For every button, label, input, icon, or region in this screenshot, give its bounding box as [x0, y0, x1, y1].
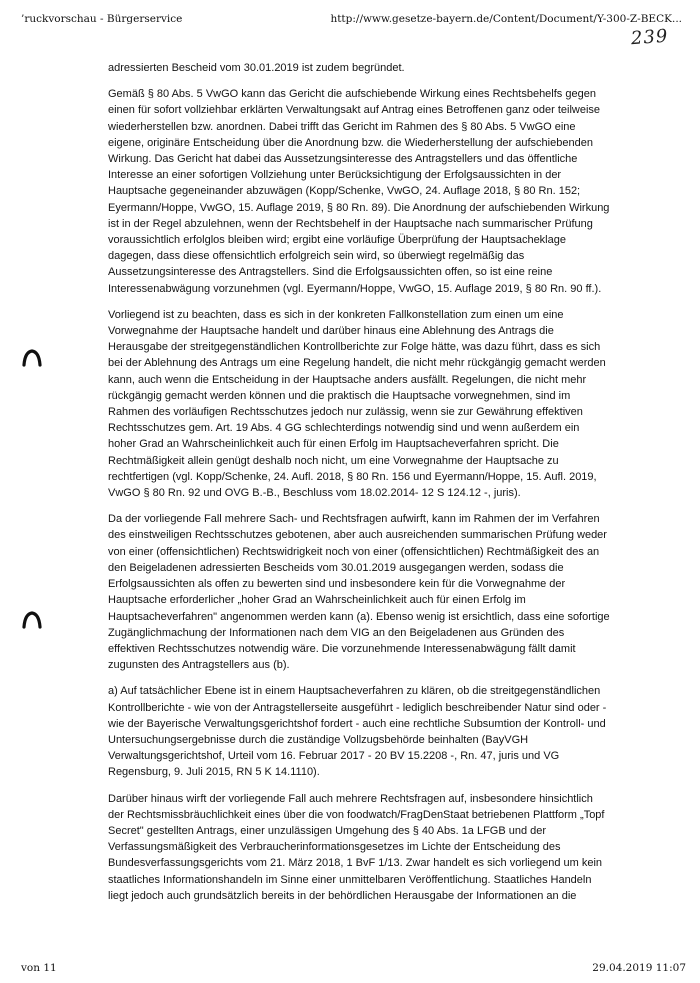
paragraph-a-factual-level: a) Auf tatsächlicher Ebene ist in einem Hauptsacheverfahren zu klären, ob die streitgegenständlichen Kontrollberichte - wie von der Antragstellerseite ausgeführt - lediglich beschreibender Natur sind oder - wie der Bayerische Verwaltungsgerichtshof fordert - auch eine rechtliche Subsumtion der Kontroll- und Untersuchungsergebnisse durch die zuständige Vollzugsbehörde beinhalten (BayVGH Verwaltungsgerichtshof, Urteil vom 16. Februar 2017 - 20 BV 15.2208 -, Rn. 47, juris und VG Regensburg, 9. Juli 2015, RN 5 K 14.1110).: [108, 685, 607, 779]
punch-hole-mark: [22, 347, 42, 369]
paragraph-anticipation-of-main-matter: Vorliegend ist zu beachten, dass es sich in der konkreten Fallkonstellation zum einen um eine Vorwegnahme der Hauptsache handelt und darüber hinaus eine Ablehnung des Antrags die Herausgabe der streitgegenständlichen Kontrollberichte zur Folge hätte, was dazu führt, dass es sich bei der Ablehnung des Antrags um eine Regelung handelt, die nicht mehr rückgängig gemacht werden kann, auch wenn die Entscheidung in der Hauptsache anders ausfällt. Regelungen, die nicht mehr rückgängig gemacht werden können und die praktisch die Hauptsache vorwegnehmen, sind im Rahmen des vorläufigen Rechtsschutzes jedoch nur zulässig, wenn sie zur Gewährung effektiven Rechtsschutzes gem. Art. 19 Abs. 4 GG schlechterdings notwendig sind und wenn außerdem ein hoher Grad an Wahrscheinlichkeit auch für einen Erfolg im Hauptsacheverfahren spricht. Die Rechtmäßigkeit allein genügt deshalb noch nicht, um eine Vorwegnahme der Hauptsache zu rechtfertigen (vgl. Kopp/Schenke, 24. Aufl. 2018, § 80 Rn. 156 und Eyermann/Hoppe, 15. Aufl. 2019, VwGO § 80 Rn. 92 und OVG B.-B., Beschluss vom 18.02.2014- 12 S 124.12 -, juris).: [108, 308, 606, 500]
paragraph-intro-fragment: adressierten Bescheid vom 30.01.2019 ist zudem begründet.: [108, 62, 405, 74]
print-preview-header-title: ’ruckvorschau - Bürgerservice: [21, 13, 183, 25]
paragraph-legal-questions: Darüber hinaus wirft der vorliegende Fall auch mehrere Rechtsfragen auf, insbesondere hinsichtlich der Rechtsmissbräuchlichkeit eines über die von foodwatch/FragDenStaat betriebenen Plattform „Topf Secret" gestellten Antrags, einer unzulässigen Umgehung des § 40 Abs. 1a LFGB und der Verfassungsmäßigkeit des Verbraucherinformationsgesetzes im Lichte der Entscheidung des Bundesverfassungsgerichts vom 21. März 2018, 1 BvF 1/13. Zwar handelt es sich vorliegend um kein staatliches Informationshandeln im Sinne einer unmittelbaren Veröffentlichung. Staatliches Handeln liegt jedoch auch grundsätzlich bereits in der behördlichen Herausgabe der Informationen an die: [108, 792, 605, 902]
paragraph-legal-standard: Gemäß § 80 Abs. 5 VwGO kann das Gericht die aufschiebende Wirkung eines Rechtsbehelfs gegen einen für sofort vollziehbar erklärten Verwaltungsakt auf Antrag eines Betroffenen ganz oder teilweise wiederherstellen bzw. anordnen. Dabei trifft das Gericht im Rahmen des § 80 Abs. 5 VwGO eine eigene, originäre Entscheidung über die Anordnung bzw. die Wiederherstellung der aufschiebenden Wirkung. Das Gericht hat dabei das Aussetzungsinteresse des Antragstellers und das öffentliche Interesse an einer sofortigen Vollziehung unter Berücksichtigung der Erfolgsaussichten in der Hauptsache gegeneinander abzuwägen (Kopp/Schenke, VwGO, 24. Auflage 2018, § 80 Rn. 152; Eyermann/Hoppe, VwGO, 15. Auflage 2019, § 80 Rn. 89). Die Anordnung der aufschiebenden Wirkung ist in der Regel abzulehnen, wenn der Rechtsbehelf in der Hauptsache nach summarischer Prüfung voraussichtlich erfolglos bleiben wird; ergibt eine vorläufige Überprüfung der Hauptsacheklage dagegen, dass diese offensichtlich erfolgreich sein wird, so überwiegt regelmäßig das Aussetzungsinteresse des Antragstellers. Sind die Erfolgsaussichten offen, so ist eine reine Interessenabwägung vorzunehmen (vgl. Eyermann/Hoppe, VwGO, 15. Auflage 2019, § 80 Rn. 90 ff.).: [108, 88, 610, 295]
punch-hole-mark: [22, 609, 42, 631]
paragraph-open-prospects: Da der vorliegende Fall mehrere Sach- und Rechtsfragen aufwirft, kann im Rahmen der im Verfahren des einstweiligen Rechtsschutzes gebotenen, aber auch ausreichenden summarischen Prüfung weder von einer (offensichtlichen) Rechtswidrigkeit noch von einer (offensichtlichen) Rechtmäßigkeit des an den Beigeladenen adressierten Bescheids vom 30.01.2019 ausgegangen werden, sodass die Erfolgsaussichten als offen zu bewerten sind und insbesondere kein für die Vorwegnahme der Hauptsache erforderlicher „hoher Grad an Wahrscheinlichkeit auch für einen Erfolg im Hauptsacheverfahren" angenommen werden kann (a). Ebenso wenig ist ersichtlich, dass eine sofortige Zugänglichmachung der Informationen nach dem VIG an den Beigeladenen aus Gründen des effektiven Rechtsschutzes notwendig wäre. Die vorzunehmende Interessenabwägung fällt damit zugunsten des Antragstellers aus (b).: [108, 513, 610, 672]
handwritten-page-number: 239: [629, 25, 669, 50]
print-timestamp: 29.04.2019 11:07: [592, 962, 686, 974]
document-url: http://www.gesetze-bayern.de/Content/Document/Y-300-Z-BECK...: [330, 13, 682, 25]
page-count: von 11: [21, 962, 57, 974]
document-body: [108, 60, 668, 914]
